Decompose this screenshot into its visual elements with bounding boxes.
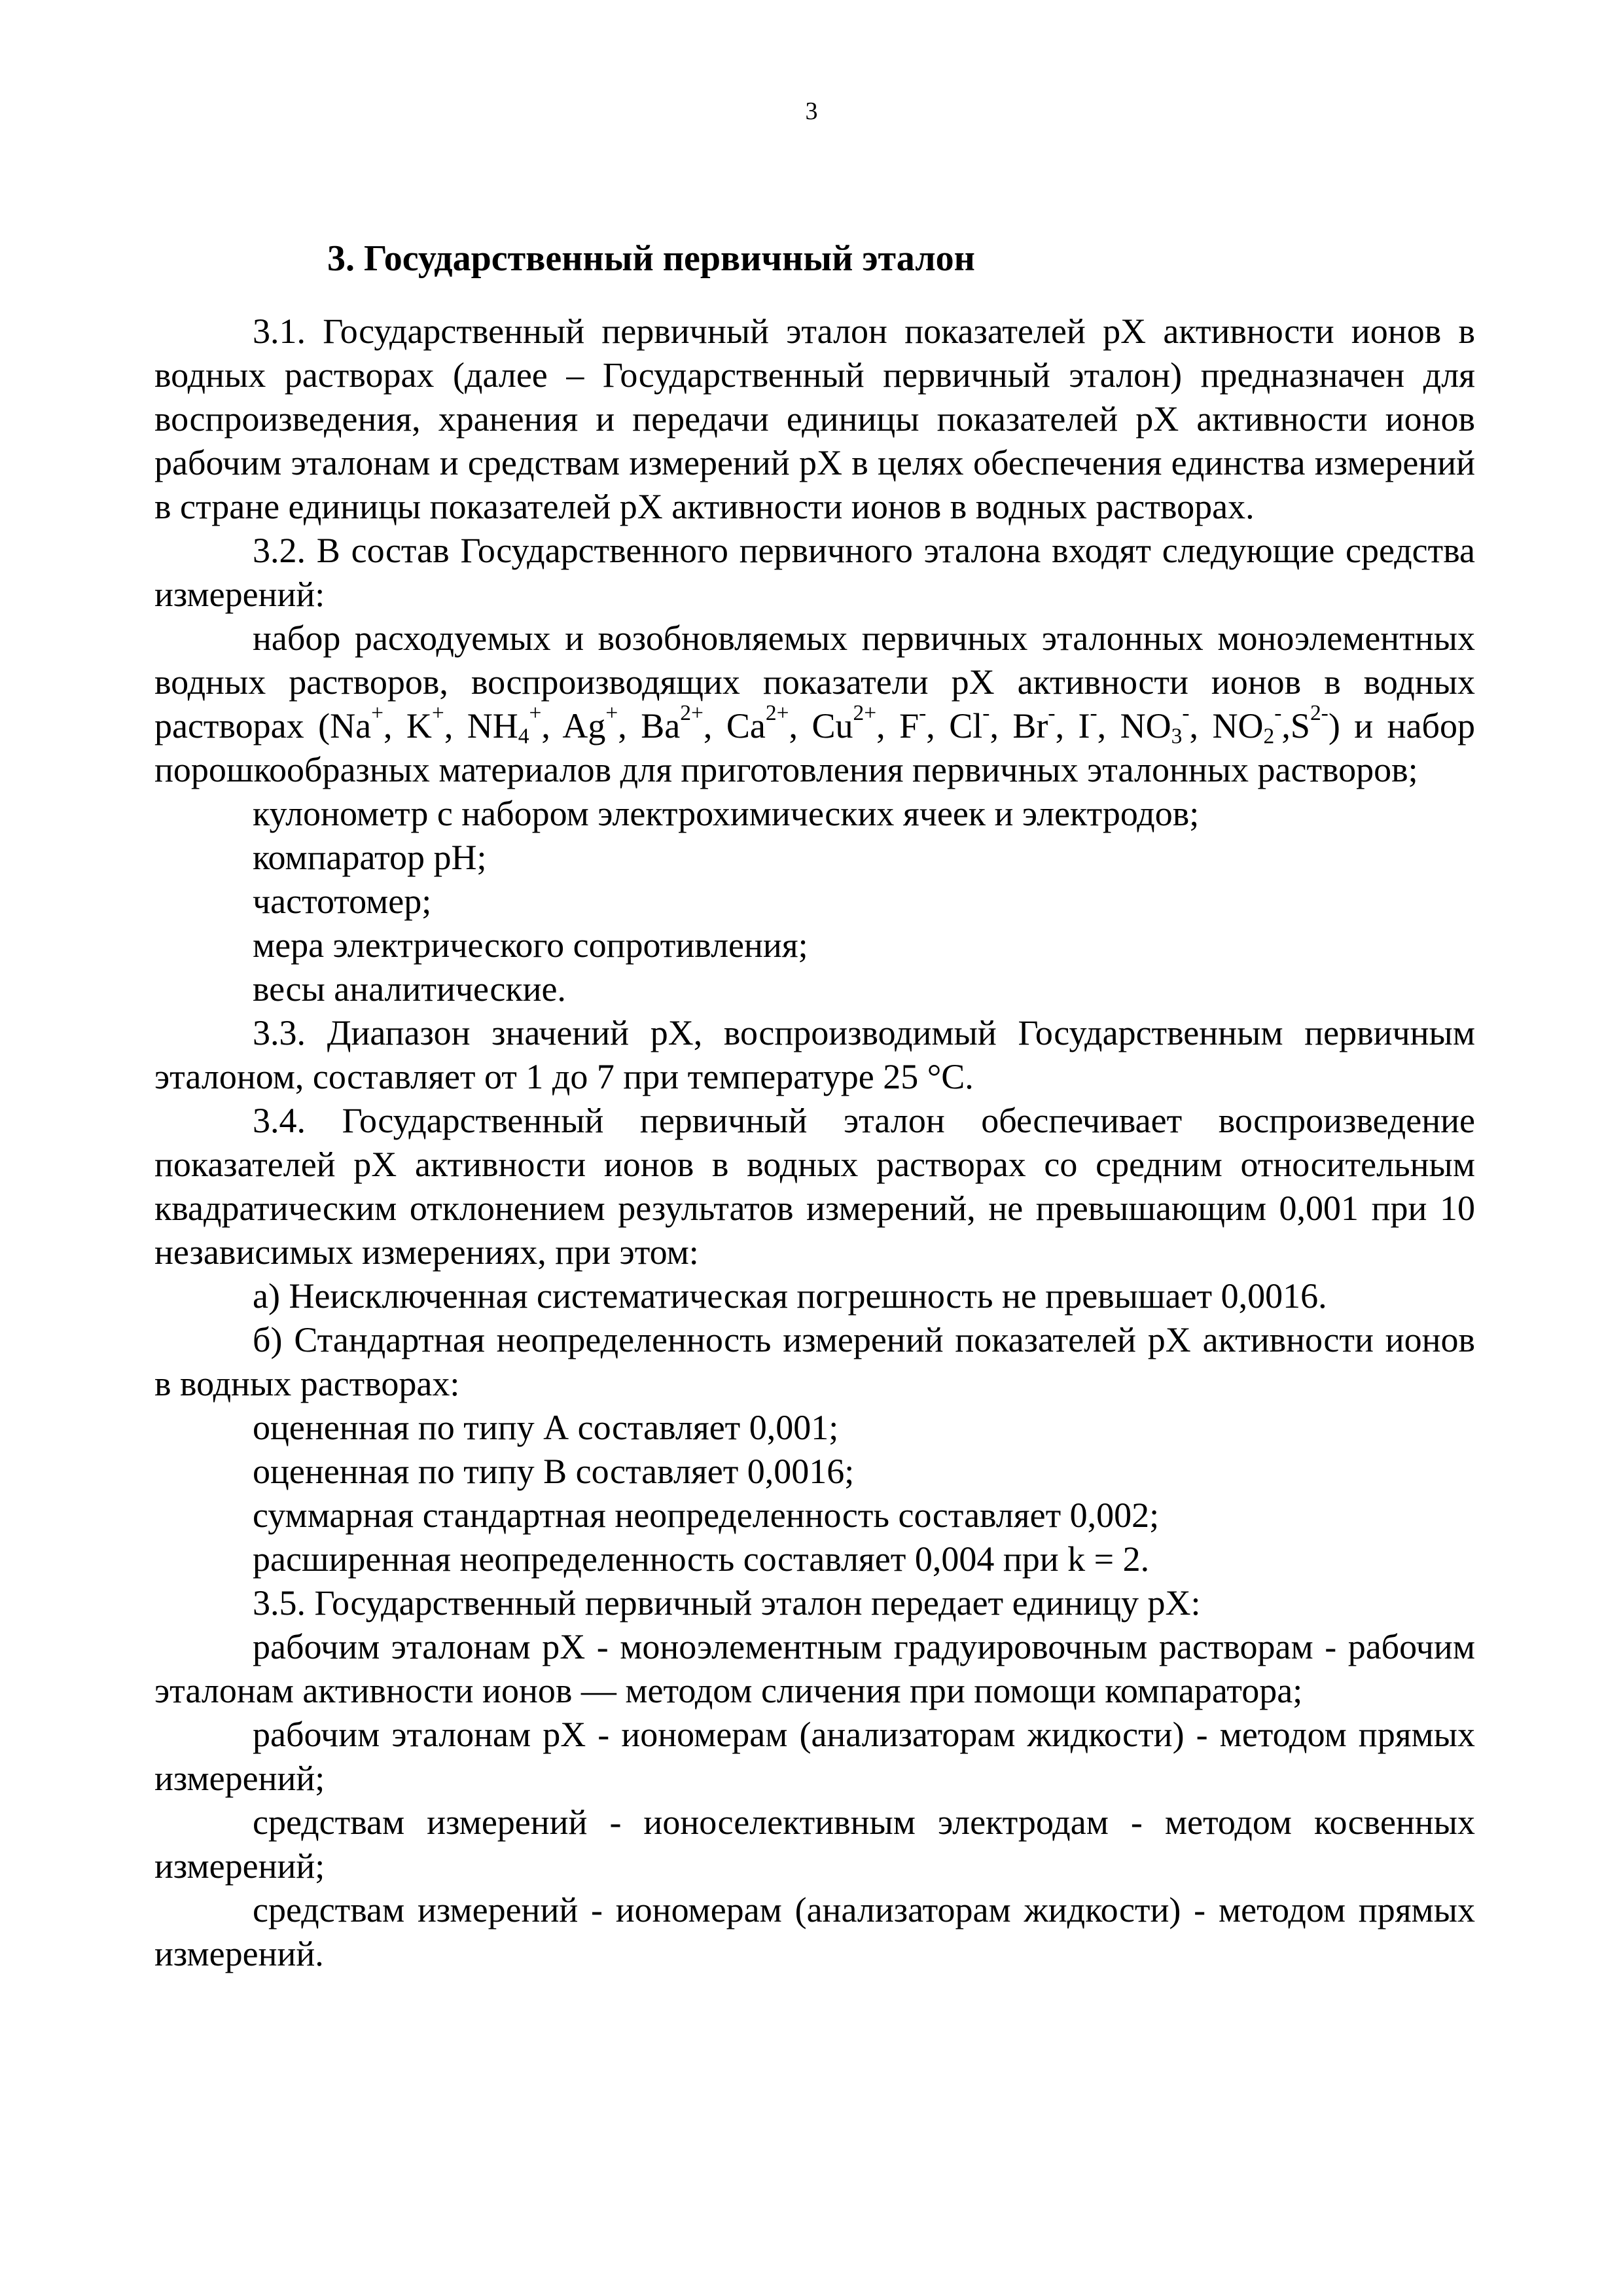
clause-3-5-item: рабочим эталонам рХ - иономерам (анализаторам жидкости) - методом прямых измерений; bbox=[154, 1715, 1475, 1798]
clause-3-2-item: весы аналитические. bbox=[253, 969, 566, 1009]
clause-3-1: 3.1. Государственный первичный эталон показателей рХ активности ионов в водных растворах (далее – Государственный первичный эталон) предназначен для воспроизведения, хранения и передачи единицы показателей рХ активности ионов рабочим эталонам и средствам измерений рХ в целях обеспечения единства измерений в стране единицы показателей рХ активности ионов в водных растворах. bbox=[154, 312, 1475, 526]
clause-3-2-item: мера электрического сопротивления; bbox=[253, 925, 808, 965]
document-body bbox=[154, 310, 1475, 1976]
solutions-tail: ) и набор порошкообразных материалов для приготовления первичных эталонных растворов; bbox=[154, 706, 1475, 789]
clause-3-4-b-item: оцененная по типу В составляет 0,0016; bbox=[253, 1452, 855, 1491]
ion-na: Na+ bbox=[330, 701, 383, 745]
ion-no3: $NO_3^-$ bbox=[1120, 701, 1190, 749]
ion-ag: Ag+ bbox=[562, 701, 618, 745]
clause-3-4-b: б) Стандартная неопределенность измерений показателей рХ активности ионов в водных растворах: bbox=[154, 1320, 1475, 1403]
clause-3-4-a: а) Неисключенная систематическая погрешность не превышает 0,0016. bbox=[253, 1276, 1327, 1316]
section-heading: 3. Государственный первичный эталон bbox=[327, 238, 975, 279]
ion-cu: $Cu^{2+}$ bbox=[812, 701, 877, 745]
clause-3-2-item-solutions: набор расходуемых и возобновляемых первичных эталонных моноэлементных водных растворов, воспроизводящих показатели рХ активности ионов в водных растворах (Na+, K+, $NH_4^+$, Ag+, $Ba^{2+}$, $Ca^{2+}$, $Cu^{2+}$, F-, Cl-, Br-, I-, $NO_3^-$, $NO_2^-,S^{2-}$) и набор порошкообразных материалов для приготовления первичных эталонных растворов; bbox=[154, 619, 1475, 789]
ion-i: I- bbox=[1078, 701, 1097, 745]
clause-3-3: 3.3. Диапазон значений рХ, воспроизводимый Государственным первичным эталоном, составляет от 1 до 7 при температуре 25 °С. bbox=[154, 1013, 1475, 1096]
ion-no2-s: $NO_2^-,S^{2-}$ bbox=[1212, 701, 1329, 749]
ion-br: Br- bbox=[1012, 701, 1056, 745]
clause-3-2-item: компаратор рН; bbox=[253, 838, 487, 877]
ion-ba: $Ba^{2+}$ bbox=[641, 701, 704, 745]
ion-cl: Cl- bbox=[949, 701, 990, 745]
clause-3-5-item: рабочим эталонам рХ - моноэлементным градуировочным растворам - рабочим эталонам активности ионов — методом сличения при помощи компаратора; bbox=[154, 1627, 1475, 1710]
clause-3-4-b-item: расширенная неопределенность составляет 0,004 при k = 2. bbox=[253, 1539, 1150, 1579]
ion-nh4: $NH_4^+$ bbox=[467, 701, 542, 749]
solutions-text: набор расходуемых и возобновляемых первичных эталонных моноэлементных водных растворов, воспроизводящих показатели рХ активности ионов в водных растворах ( bbox=[154, 619, 1475, 745]
clause-3-5-item: средствам измерений - ионоселективным электродам - методом косвенных измерений; bbox=[154, 1803, 1475, 1886]
clause-3-2: 3.2. В состав Государственного первичного эталона входят следующие средства измерений: bbox=[154, 531, 1475, 614]
page-number: 3 bbox=[805, 98, 818, 125]
clause-3-5-item: средствам измерений - иономерам (анализаторам жидкости) - методом прямых измерений. bbox=[154, 1890, 1475, 1973]
ion-ca: $Ca^{2+}$ bbox=[726, 701, 789, 745]
clause-3-5: 3.5. Государственный первичный эталон передает единицу рХ: bbox=[253, 1583, 1201, 1623]
clause-3-4-b-item: оцененная по типу А составляет 0,001; bbox=[253, 1408, 839, 1447]
ion-f: F- bbox=[899, 701, 927, 745]
clause-3-4: 3.4. Государственный первичный эталон обеспечивает воспроизведение показателей рХ активности ионов в водных растворах со средним относительным квадратическим отклонением результатов измерений, не превышающим 0,001 при 10 независимых измерениях, при этом: bbox=[154, 1101, 1475, 1272]
clause-3-2-item: кулонометр с набором электрохимических ячеек и электродов; bbox=[253, 794, 1200, 833]
ion-k: K+ bbox=[406, 701, 444, 745]
clause-3-2-item: частотомер; bbox=[253, 882, 432, 921]
clause-3-4-b-item: суммарная стандартная неопределенность составляет 0,002; bbox=[253, 1496, 1160, 1535]
